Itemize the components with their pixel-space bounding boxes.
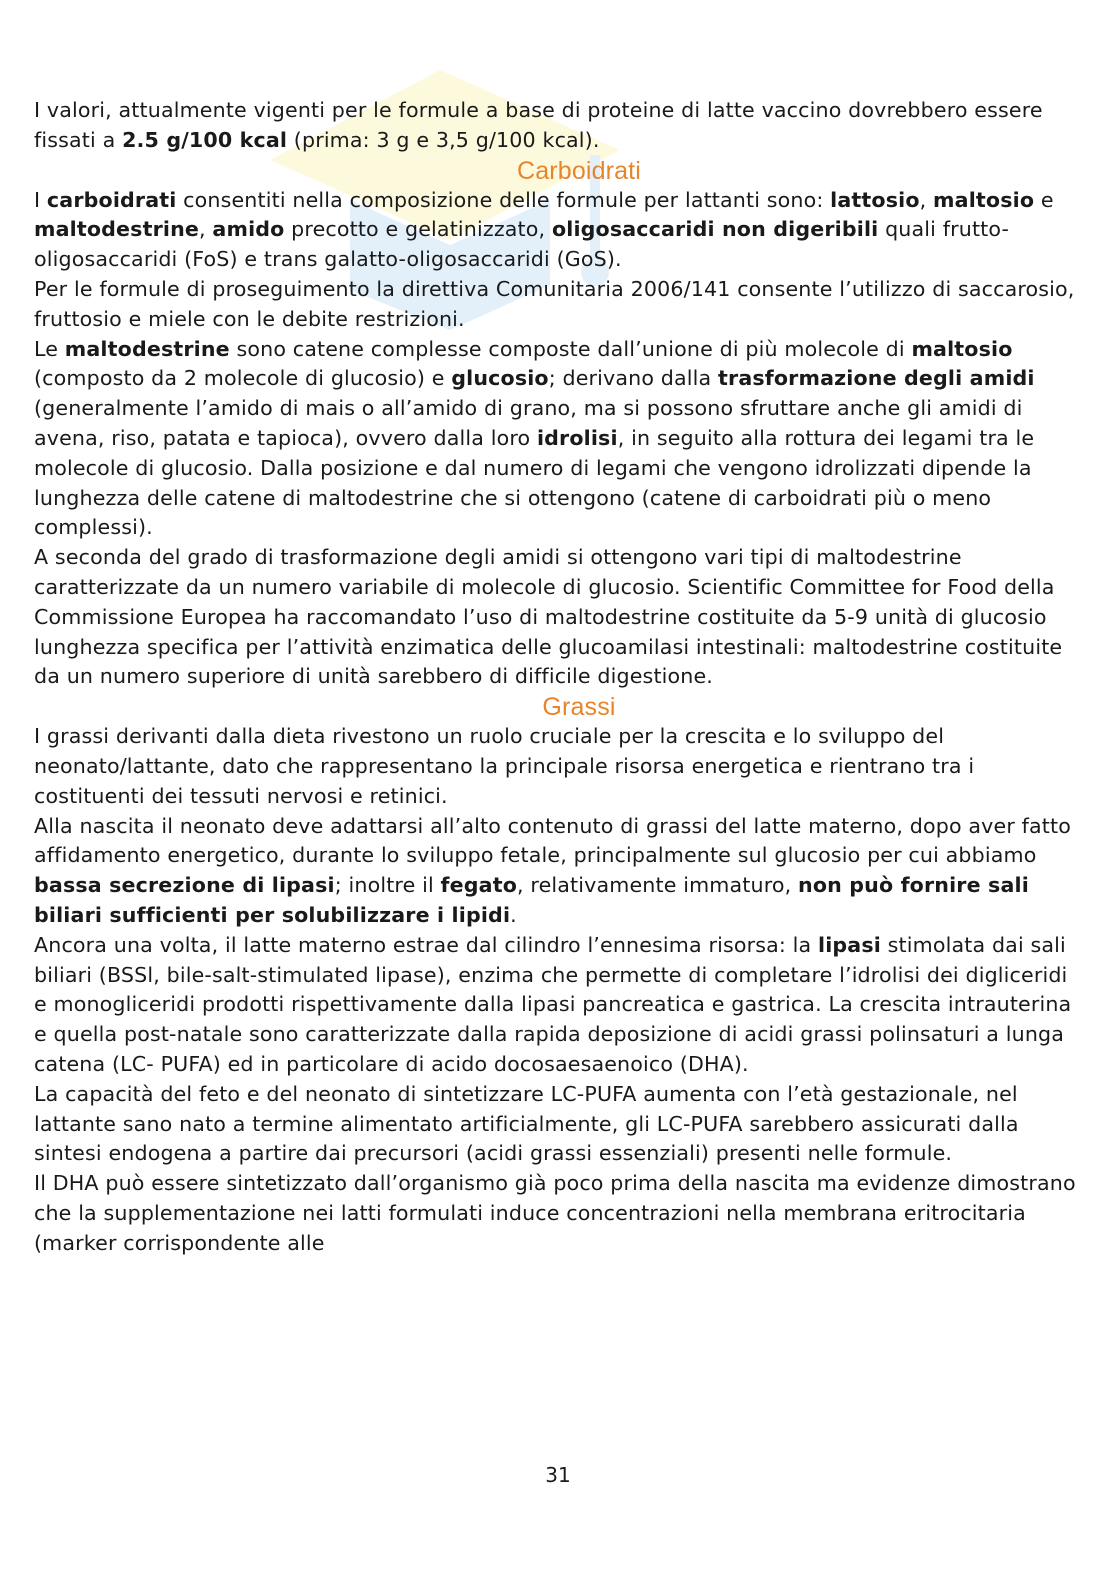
text-run: ; derivano dalla [548,366,719,391]
text-run: stimolata dai sali biliari (BSSl, bile-salt-stimulated lipase), enzima che permette di completare l’idrolisi dei digliceridi e monogliceridi prodotti rispettivamente dalla lipasi pancreatica e gastrica. La crescita intrauterina e quella post-natale sono caratterizzate dalla rapida deposizione di acidi grassi polinsaturi a lunga catena (LC- PUFA) ed in particolare di acido docosaesaenoico (DHA). [34,932,1072,1076]
carboidrati-paragraph-3 [34,335,1084,544]
bold-run: 2.5 g/100 kcal [122,127,288,152]
bold-run: glucosio [451,366,549,391]
text-run: (prima: 3 g e 3,5 g/100 kcal). [287,127,600,152]
text-run: Alla nascita il neonato deve adattarsi all’alto contenuto di grassi del latte materno, dopo aver fatto affidamento energetico, durante lo sviluppo fetale, principalmente sul glucosio per cui abbiamo [34,813,1072,868]
text-run: , in seguito alla rottura dei legami tra le molecole di glucosio. Dalla posizione e dal numero di legami che vengono idrolizzati dipende la lunghezza delle catene di maltodestrine che si ottengono (catene di carboidrati più o meno complessi). [34,425,1035,540]
text-run: (generalmente l’amido di mais o all’amido di grano, ma si possono sfruttare anche gli amidi di avena, riso, patata e tapioca), ovvero dalla loro [34,396,1023,450]
page-number: 31 [545,1463,571,1487]
text-run: sono catene complesse composte dall’unione di più molecole di [229,336,912,361]
grassi-paragraph-4: La capacità del feto e del neonato di sintetizzare LC-PUFA aumenta con l’età gestazionale, nel lattante sano nato a termine alimentato artificialmente, gli LC-PUFA sarebbero assicurati dalla sintesi endogena a partire dai precursori (acidi grassi essenziali) presenti nelle formule. [34,1081,1019,1166]
section-heading-carboidrati: Carboidrati [517,156,641,185]
grassi-paragraph-2 [34,812,1084,931]
bold-run: trasformazione degli amidi [718,366,1035,391]
text-run: I valori, attualmente vigenti per le formule a base di proteine di latte vaccino dovrebbero essere fissati a [34,98,1043,152]
grassi-paragraph-3 [34,931,1084,1080]
section-heading-grassi: Grassi [542,693,616,722]
text-run: consentiti nella composizione delle formule per lattanti sono: [176,187,831,212]
bold-run: lattosio [830,187,920,212]
bold-run: lipasi [818,932,881,957]
text-run: , [199,217,213,242]
text-run: ; inoltre il [334,873,441,898]
text-run: I [34,187,47,212]
bold-run: idrolisi [536,425,618,450]
text-run: , [919,187,934,212]
text-run: quali frutto-oligosaccaridi (FoS) e trans galatto-oligosaccaridi (GoS). [34,217,1010,272]
text-run: e [1034,187,1054,212]
bold-run: carboidrati [46,187,177,212]
bold-run: oligosaccaridi non digeribili [551,217,879,242]
intro-paragraph [34,96,1084,156]
bold-run: maltodestrine [64,336,230,361]
text-run: Ancora una volta, il latte materno estrae dal cilindro l’ennesima risorsa: la [34,932,818,957]
text-run: (composto da 2 molecole di glucosio) e [34,366,452,391]
bold-run: maltodestrine [34,217,200,242]
carboidrati-paragraph-2: Per le formule di proseguimento la direttiva Comunitaria 2006/141 consente l’utilizzo di saccarosio, fruttosio e miele con le debite restrizioni. [34,276,1075,331]
text-run: . [510,902,517,927]
document-body [34,96,1084,1258]
grassi-paragraph-5: Il DHA può essere sintetizzato dall’organismo già poco prima della nascita ma evidenze dimostrano che la supplementazione nei latti formulati induce concentrazioni nella membrana eritrocitaria (marker corrispondente alle [34,1171,1076,1255]
bold-run: maltosio [911,336,1013,361]
bold-run: bassa secrezione di lipasi [34,873,335,898]
text-run: Le [34,336,65,361]
bold-run: non può fornire sali biliari sufficienti per solubilizzare i lipidi [34,873,1029,927]
carboidrati-paragraph-4: A seconda del grado di trasformazione degli amidi si ottengono vari tipi di maltodestrine caratterizzate da un numero variabile di molecole di glucosio. Scientific Committee for Food della Commissione Europea ha raccomandato l’uso di maltodestrine costituite da 5-9 unità di glucosio lunghezza specifica per l’attività enzimatica delle glucoamilasi intestinali: maltodestrine costituite da un numero superiore di unità sarebbero di difficile digestione. [34,545,1063,689]
text-run: , relativamente immaturo, [517,873,799,898]
carboidrati-paragraph-1 [34,186,1084,275]
bold-run: amido [212,217,285,242]
text-run: precotto e gelatinizzato, [284,217,552,242]
grassi-paragraph-1: I grassi derivanti dalla dieta rivestono un ruolo cruciale per la crescita e lo sviluppo del neonato/lattante, dato che rappresentano la principale risorsa energetica e rientrano tra i costituenti dei tessuti nervosi e retinici. [34,724,975,808]
bold-run: maltosio [933,187,1035,212]
bold-run: fegato [440,873,518,898]
